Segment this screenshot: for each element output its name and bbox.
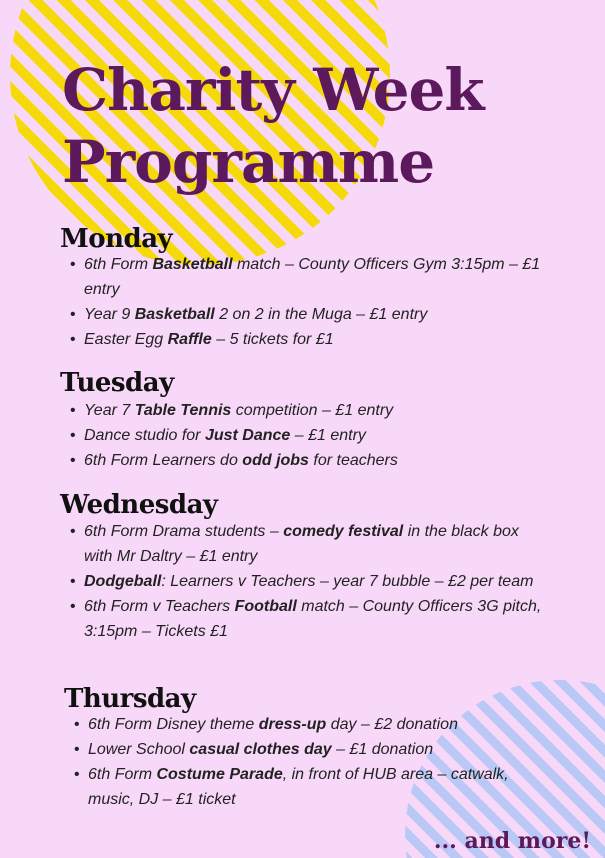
event-text: in the black box with Mr Daltry – £1 entry bbox=[84, 523, 519, 565]
event-text: 6th Form Drama students – bbox=[84, 523, 284, 540]
event-text: : Learners v Teachers – year 7 bubble – £2 per team bbox=[161, 573, 534, 590]
event-text: match – County Officers 3G pitch, 3:15pm – Tickets £1 bbox=[84, 598, 542, 640]
event-item bbox=[70, 762, 550, 812]
event-highlight: casual clothes day bbox=[189, 741, 332, 758]
event-item bbox=[70, 737, 550, 762]
event-item bbox=[66, 327, 546, 352]
event-text: Year 9 bbox=[84, 306, 135, 323]
event-highlight: Basketball bbox=[152, 256, 233, 273]
event-item bbox=[66, 423, 546, 448]
event-highlight: dress-up bbox=[258, 716, 327, 733]
event-item bbox=[66, 519, 546, 569]
event-highlight: Football bbox=[234, 598, 297, 615]
event-text: 6th Form Learners do bbox=[84, 452, 243, 469]
event-text: match – County Officers Gym 3:15pm – £1 entry bbox=[84, 256, 541, 298]
event-highlight: Costume Parade bbox=[156, 766, 283, 783]
event-highlight: Table Tennis bbox=[134, 402, 232, 419]
event-text: day – £2 donation bbox=[326, 716, 458, 733]
event-highlight: Raffle bbox=[167, 331, 212, 348]
event-text: 6th Form bbox=[84, 256, 153, 273]
event-highlight: comedy festival bbox=[283, 523, 404, 540]
title-line-2: Programme bbox=[62, 128, 435, 196]
title-line-1: Charity Week bbox=[62, 56, 484, 124]
event-text: – £1 entry bbox=[290, 427, 366, 444]
day-heading-thursday: Thursday bbox=[64, 684, 196, 714]
wednesday-events bbox=[66, 519, 546, 644]
event-item bbox=[70, 712, 550, 737]
day-heading-tuesday: Tuesday bbox=[60, 368, 174, 398]
event-item bbox=[66, 569, 546, 594]
event-text: 6th Form bbox=[88, 766, 157, 783]
event-highlight: Dodgeball bbox=[84, 573, 162, 590]
event-item bbox=[66, 448, 546, 473]
day-heading-monday: Monday bbox=[60, 224, 173, 254]
event-item bbox=[66, 398, 546, 423]
day-heading-wednesday: Wednesday bbox=[60, 490, 218, 520]
event-text: Lower School bbox=[88, 741, 190, 758]
event-text: Easter Egg bbox=[84, 331, 168, 348]
thursday-events bbox=[70, 712, 550, 812]
event-text: – £1 donation bbox=[331, 741, 434, 758]
monday-events bbox=[66, 252, 546, 352]
event-item bbox=[66, 252, 546, 302]
event-text: for teachers bbox=[308, 452, 398, 469]
event-text: 6th Form v Teachers bbox=[84, 598, 235, 615]
event-text: Year 7 bbox=[84, 402, 135, 419]
event-text: – 5 tickets for £1 bbox=[211, 331, 334, 348]
page-title bbox=[62, 54, 484, 198]
event-text: 6th Form Disney theme bbox=[88, 716, 259, 733]
event-text: 2 on 2 in the Muga – £1 entry bbox=[214, 306, 428, 323]
event-item bbox=[66, 594, 546, 644]
and-more-text: ... and more! bbox=[433, 828, 591, 854]
event-text: , in front of HUB area – catwalk, music, DJ – £1 ticket bbox=[88, 766, 509, 808]
tuesday-events bbox=[66, 398, 546, 473]
event-highlight: odd jobs bbox=[242, 452, 309, 469]
event-text: Dance studio for bbox=[84, 427, 205, 444]
event-highlight: Basketball bbox=[134, 306, 215, 323]
event-highlight: Just Dance bbox=[204, 427, 291, 444]
event-text: competition – £1 entry bbox=[231, 402, 394, 419]
event-item bbox=[66, 302, 546, 327]
